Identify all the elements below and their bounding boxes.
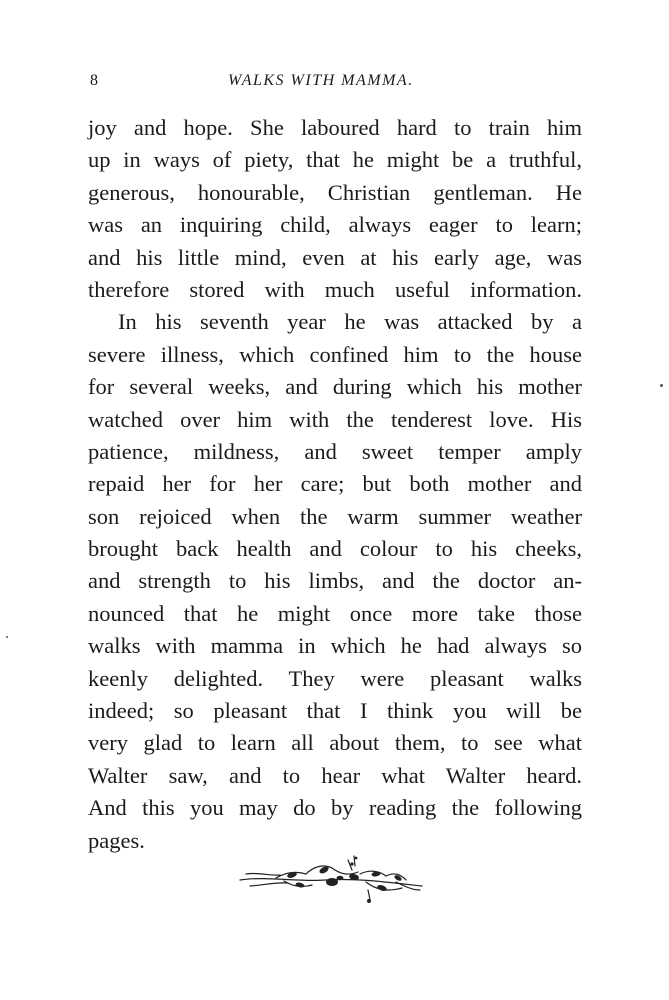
text-line: watched over him with the tenderest love. His — [88, 406, 582, 432]
text-line: very glad to learn all about them, to see what — [88, 730, 582, 756]
text-line: up in ways of piety, that he might be a truthful, — [88, 147, 582, 173]
text-line: generous, honourable, Christian gentleman. He — [88, 179, 582, 205]
floral-tailpiece-icon — [236, 852, 426, 912]
page-number: 8 — [90, 72, 99, 89]
text-line: walks with mamma in which he had always so — [88, 633, 582, 659]
text-line: son rejoiced when the warm summer weather — [88, 503, 582, 529]
body-text — [88, 112, 582, 857]
text-line: In his seventh year he was attacked by a — [118, 309, 582, 335]
text-line: pages. — [88, 827, 145, 853]
text-line: and his little mind, even at his early age, was — [88, 244, 582, 270]
text-line: was an inquiring child, always eager to learn; — [88, 212, 582, 238]
text-line: Walter saw, and to hear what Walter heard. — [88, 762, 582, 788]
paragraph-1 — [88, 112, 582, 306]
text-line: joy and hope. She laboured hard to train him — [88, 115, 582, 140]
print-speck — [660, 384, 663, 387]
text-line: and strength to his limbs, and the doctor an- — [88, 568, 582, 594]
text-line: And this you may do by reading the following — [88, 795, 582, 821]
running-head — [90, 72, 590, 98]
paragraph-2 — [88, 306, 582, 857]
running-title: WALKS WITH MAMMA. — [228, 72, 414, 89]
text-line: indeed; so pleasant that I think you will be — [88, 698, 582, 724]
text-line: therefore stored with much useful information. — [88, 276, 582, 302]
text-line: nounced that he might once more take those — [88, 600, 582, 626]
text-line: patience, mildness, and sweet temper amply — [88, 438, 582, 464]
text-line: keenly delighted. They were pleasant walks — [88, 665, 582, 691]
text-line: repaid her for her care; but both mother and — [88, 471, 582, 497]
text-line: severe illness, which confined him to the house — [88, 341, 582, 367]
print-speck — [6, 636, 8, 638]
text-line: brought back health and colour to his cheeks, — [88, 536, 582, 562]
text-line: for several weeks, and during which his mother — [88, 374, 582, 400]
